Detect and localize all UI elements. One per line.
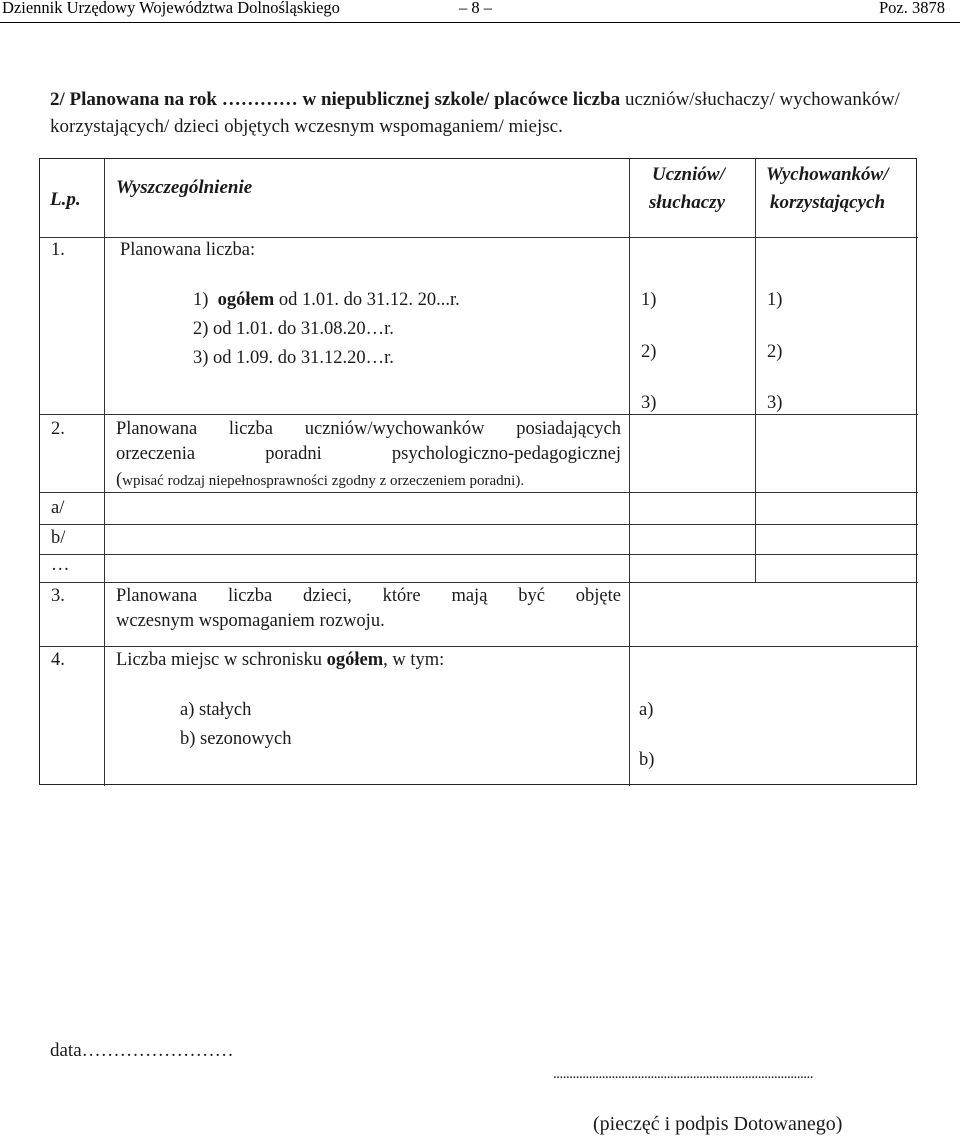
header-students-2: słuchaczy (649, 192, 725, 213)
row4-number: 4. (51, 650, 65, 670)
row4-students-a: a) (639, 700, 654, 720)
row4-item-a: a) stałych (180, 700, 252, 720)
row4-title-pre: Liczba miejsc w schronisku (116, 650, 327, 670)
intro-bold: 2/ Planowana na rok ………… w niepublicznej szkole/ placówce liczba (50, 89, 621, 110)
row-a-label: a/ (51, 498, 65, 518)
position-number: Poz. 3878 (879, 0, 945, 17)
row4-title-bold: ogółem (326, 650, 384, 670)
row-line-3 (40, 646, 918, 647)
row2-number: 2. (51, 419, 65, 439)
row1-item1-rest: od 1.01. do 31.12. 20...r. (274, 290, 460, 310)
row2-paren: ( (116, 470, 123, 490)
signature-line: ................................................................................ (553, 1066, 813, 1082)
header-students-1: Uczniów/ (652, 164, 725, 185)
intro-rest: uczniów/słuchaczy/ wychowanków/ korzystających/ dzieci objętych wczesnym wspomaganiem/ miejsc. (50, 89, 900, 137)
row1-item3: 3) od 1.09. do 31.12.20…r. (193, 348, 394, 368)
row-line-a (40, 524, 918, 525)
signature-caption: (pieczęć i podpis Dotowanego) (593, 1113, 843, 1135)
header-pupils-1: Wychowanków/ (766, 164, 889, 185)
row1-item2: 2) od 1.01. do 31.08.20…r. (193, 319, 394, 339)
row1-pupils-1: 1) (767, 290, 783, 310)
row3-line1: Planowana liczba dzieci, które mają być objęte (116, 586, 621, 606)
header-description: Wyszczególnienie (116, 177, 253, 198)
row4-item-b: b) sezonowych (180, 729, 292, 749)
row2-line1: Planowana liczba uczniów/wychowanków posiadających (116, 419, 621, 439)
row1-students-2: 2) (641, 342, 657, 362)
planning-table (39, 158, 917, 785)
page-header (0, 0, 960, 23)
row1-item1-number: 1) (193, 290, 209, 310)
date-field: data…………………… (50, 1040, 234, 1061)
row2-note: wpisać rodzaj niepełnosprawności zgodny z orzeczeniem poradni). (122, 473, 525, 489)
row1-title: Planowana liczba: (120, 240, 256, 260)
divider-lp (104, 159, 105, 786)
header-lp: L.p. (50, 189, 81, 210)
row4-title-post: , w tym: (383, 650, 445, 670)
row1-item1 (193, 290, 460, 311)
row-line-header (40, 237, 918, 238)
row-line-b (40, 554, 918, 555)
row4-students-b: b) (639, 750, 655, 770)
header-pupils-2: korzystających (770, 192, 886, 213)
row1-item1-bold: ogółem (217, 290, 275, 310)
row3-line2: wczesnym wspomaganiem rozwoju. (116, 611, 385, 631)
divider-students (755, 159, 756, 583)
row2-line2: orzeczenia poradni psychologiczno-pedagogicznej (116, 444, 621, 464)
row1-students-1: 1) (641, 290, 657, 310)
row-b-label: b/ (51, 528, 66, 548)
journal-title: Dziennik Urzędowy Województwa Dolnośląskiego (2, 0, 340, 17)
row4-title (116, 650, 444, 671)
row2-line3 (116, 470, 524, 491)
row-line-dots (40, 582, 918, 583)
divider-desc (629, 159, 630, 786)
row3-number: 3. (51, 586, 65, 606)
row1-pupils-3: 3) (767, 393, 783, 413)
row1-pupils-2: 2) (767, 342, 783, 362)
row-line-2 (40, 492, 918, 493)
section-intro (50, 86, 910, 140)
row-dots-label: … (51, 555, 70, 575)
page-number: – 8 – (459, 0, 492, 17)
row1-students-3: 3) (641, 393, 657, 413)
row-line-1 (40, 414, 918, 415)
row1-number: 1. (51, 240, 65, 260)
